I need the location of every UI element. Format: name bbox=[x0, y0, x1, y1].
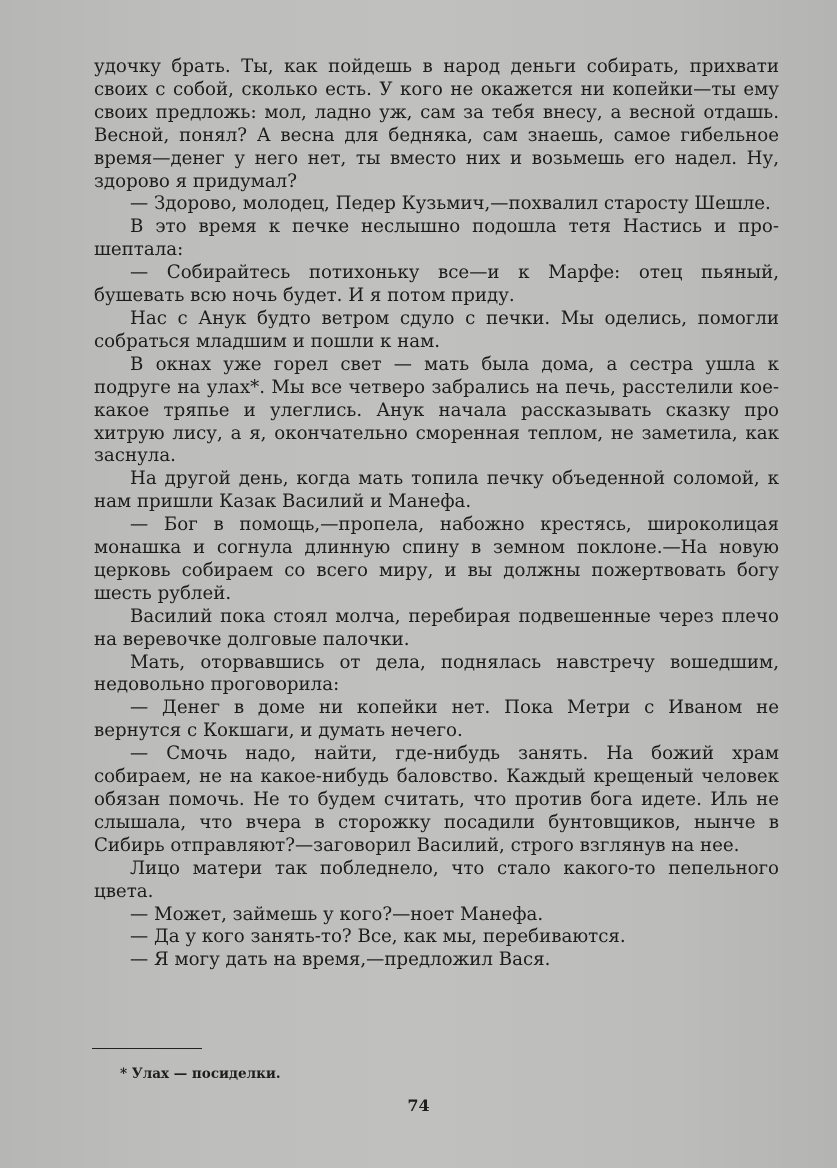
paragraph: — Здорово, молодец, Педер Кузьмич,—похвалил старосту Шешле. bbox=[130, 193, 771, 215]
paragraph: Лицо матери так побледнело, что стало какого-то пепельного цвета. bbox=[94, 857, 779, 902]
paragraph: — Я могу дать на время,—предложил Вася. bbox=[130, 949, 551, 971]
paragraph: удочку брать. Ты, как пойдешь в народ деньги собирать, прихвати своих с собой, сколько есть. У кого не окажется ни копейки—ты ему своих предложь: мол, ладно уж, сам за тебя внесу, а весной отдашь. Весной, понял? А весна для бедняка, сам знаешь, самое гибельное время—денег у него нет, ты вместо них и возьмешь его надел. Ну, здорово я придумал? bbox=[94, 56, 779, 192]
paragraph: На другой день, когда мать топила печку объеденной соломой, к нам пришли Казак Василий и Манефа. bbox=[94, 468, 779, 513]
paragraph: — Бог в помощь,—пропела, набожно крестясь, широколицая монашка и согнула длинную спину в земном поклоне.—На новую церковь собираем со всего миру, и вы должны пожертвовать богу шесть рублей. bbox=[94, 514, 779, 604]
paragraph: — Денег в доме ни копейки нет. Пока Метри с Иваном не вернутся с Кокшаги, и думать нечего. bbox=[94, 697, 779, 742]
paragraph: — Смочь надо, найти, где-нибудь занять. На божий храм собираем, не на какое-нибудь баловство. Каждый крещеный человек обязан помочь. Не то будем считать, что против бога идете. Иль не слышала, что вчера в сторожку посадили бунтовщиков, нынче в Сибирь отправляют?—заговорил Василий, строго взглянув на нее. bbox=[94, 743, 779, 856]
paragraph: — Может, займешь у кого?—ноет Манефа. bbox=[130, 903, 544, 925]
footnote: * Улах — посиделки. bbox=[120, 1066, 281, 1082]
paragraph: Василий пока стоял молча, перебирая подвешенные через плечо на веревочке долговые палочки. bbox=[94, 605, 779, 650]
paragraph: Нас с Анук будто ветром сдуло с печки. Мы оделись, помогли собраться младшим и пошли к нам. bbox=[94, 307, 779, 352]
main-text bbox=[94, 56, 779, 972]
paragraph: В это время к печке неслышно подошла тетя Настись и прошептала: bbox=[94, 216, 779, 261]
footnote-divider bbox=[92, 1048, 202, 1049]
paragraph: Мать, оторвавшись от дела, поднялась навстречу вошедшим, недовольно проговорила: bbox=[94, 651, 779, 696]
paragraph: В окнах уже горел свет — мать была дома, а сестра ушла к подруге на улах*. Мы все четверо забрались на печь, расстелили кое-какое тряпье и улеглись. Анук начала рассказывать сказку про хитрую лису, а я, окончательно сморенная теплом, не заметила, как заснула. bbox=[94, 353, 779, 467]
paragraph: — Да у кого занять-то? Все, как мы, перебиваются. bbox=[130, 926, 626, 948]
paragraph: — Собирайтесь потихоньку все—и к Марфе: отец пьяный, бушевать всю ночь будет. И я потом приду. bbox=[94, 262, 779, 307]
page-number: 74 bbox=[407, 1096, 430, 1115]
